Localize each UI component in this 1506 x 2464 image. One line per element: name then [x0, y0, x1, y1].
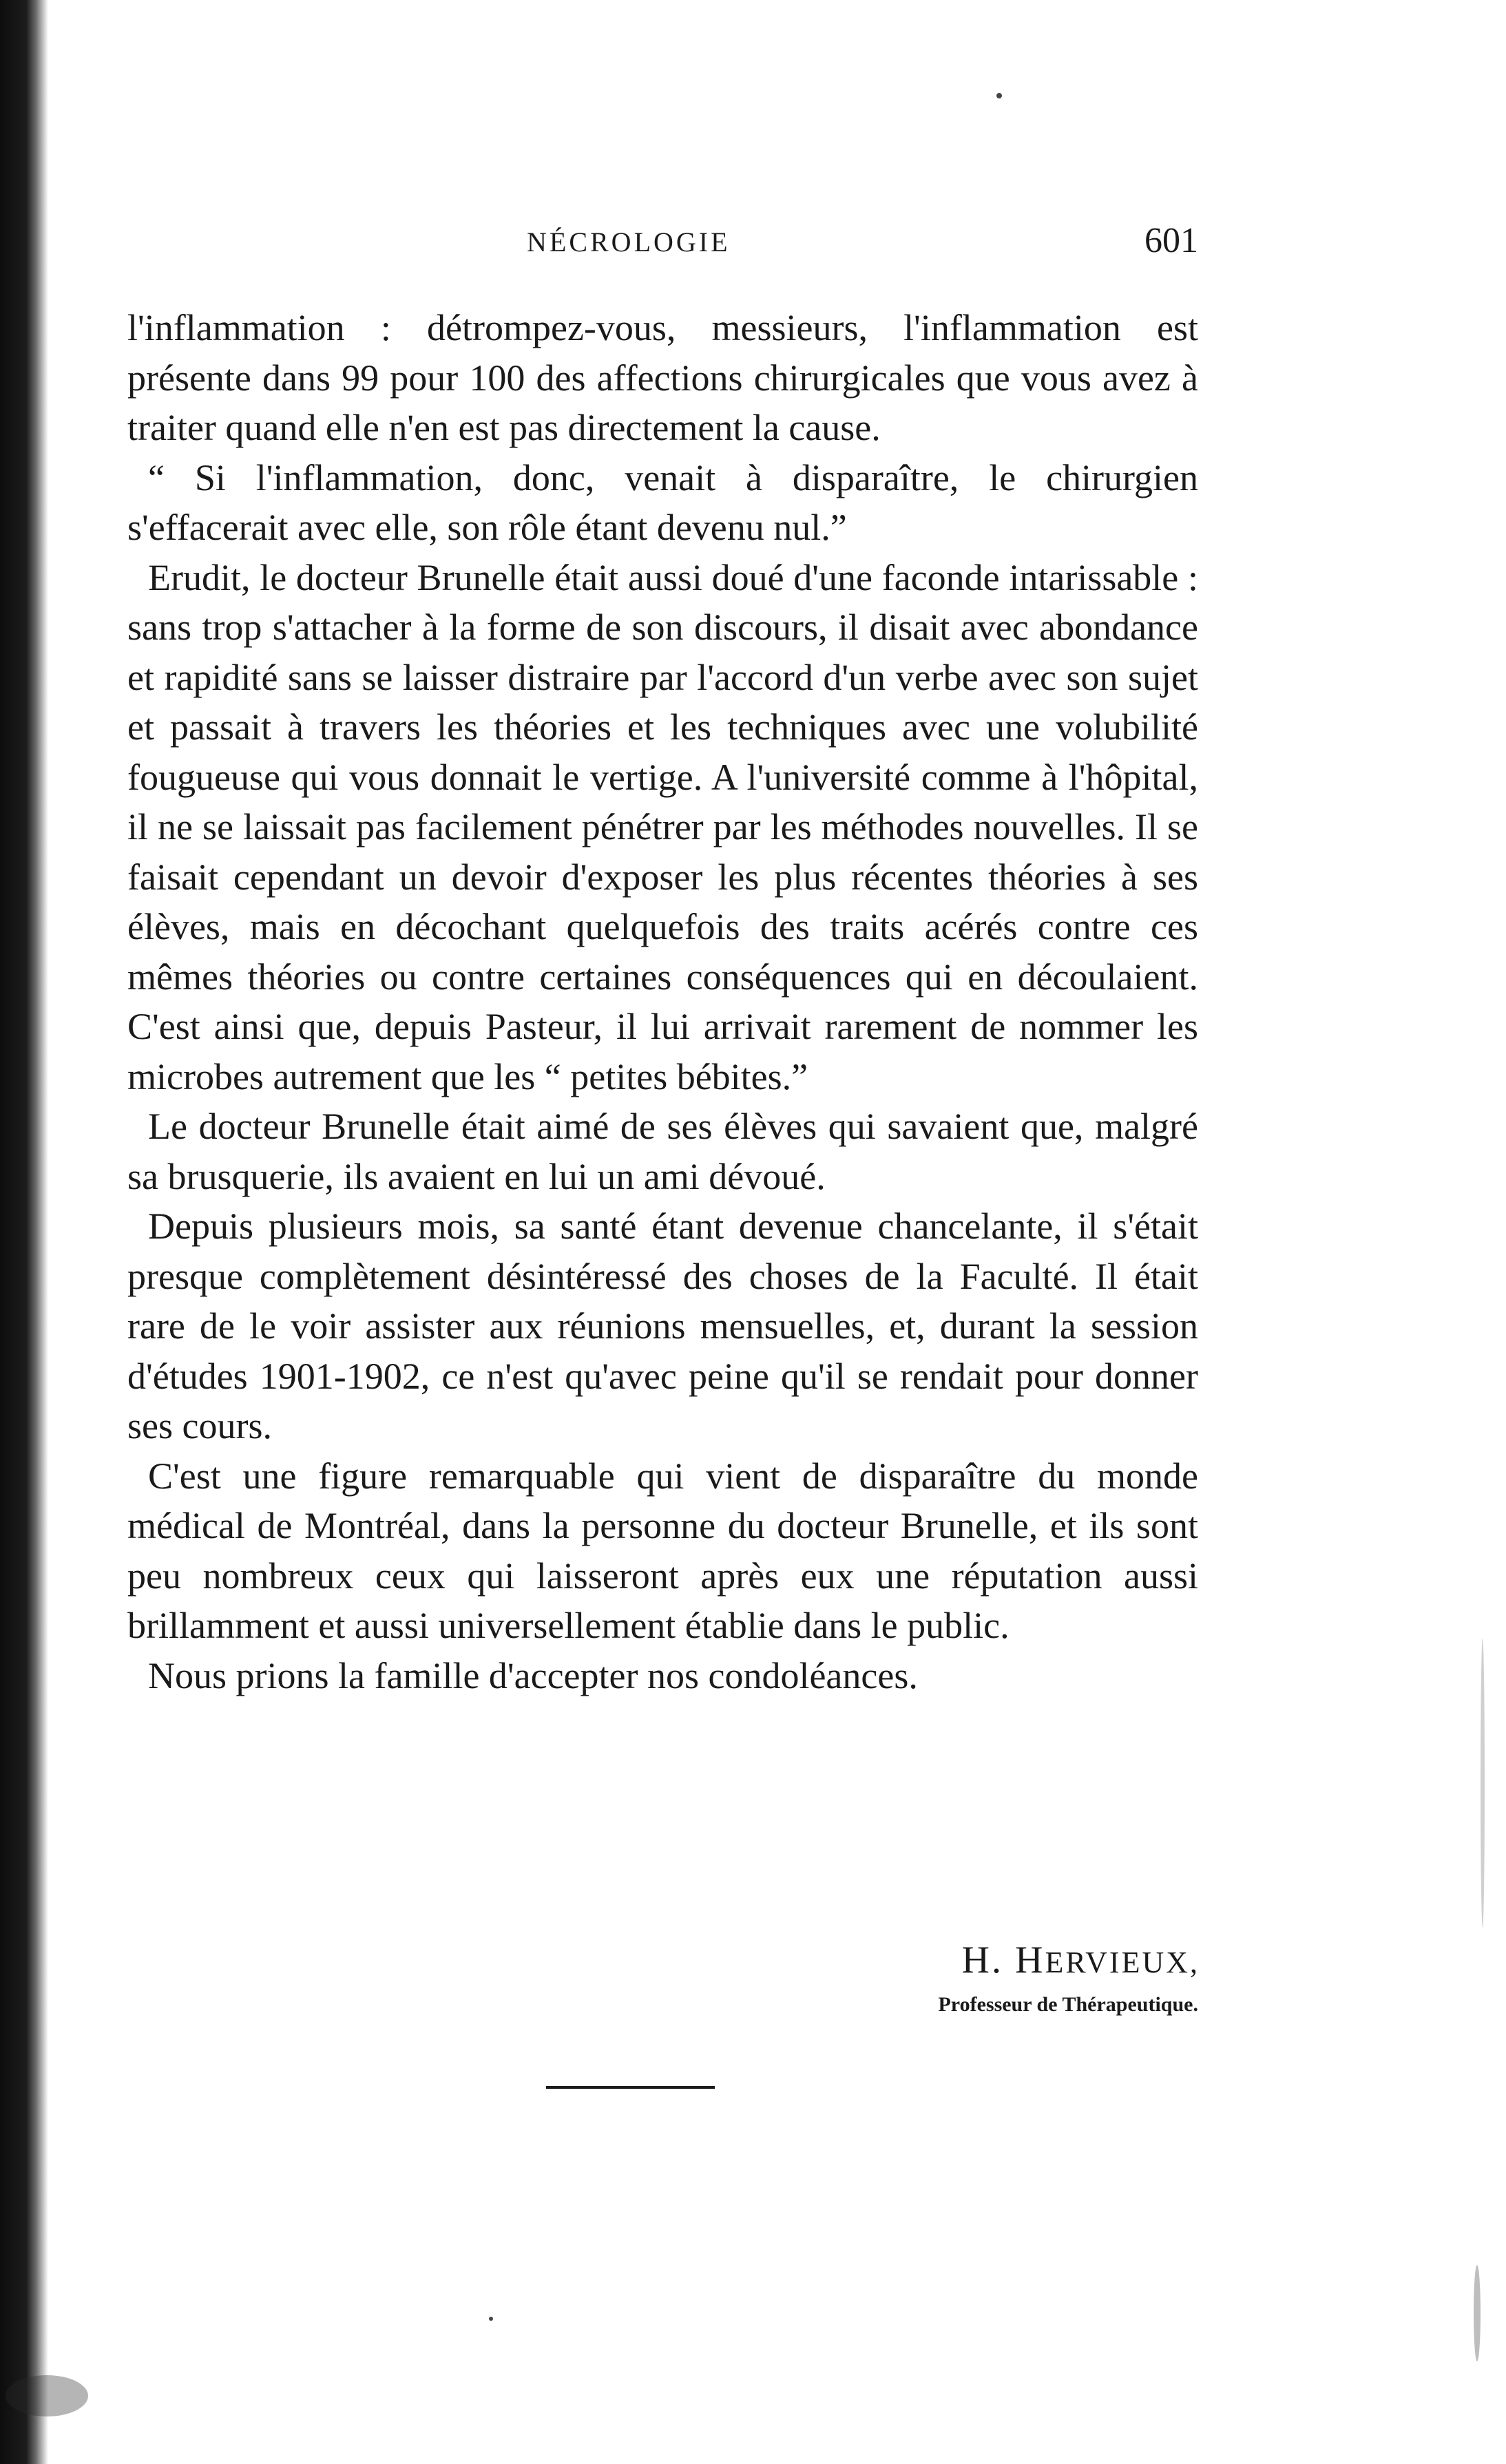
- page-number: 601: [1144, 221, 1198, 260]
- binding-edge: [0, 0, 48, 2464]
- signature-name: [962, 1938, 1200, 1982]
- signature-title: Professeur de Thérapeutique.: [938, 1993, 1198, 2016]
- section-rule: [546, 2086, 715, 2089]
- scan-speck: [1474, 2265, 1481, 2361]
- body-text: [127, 303, 1198, 1700]
- signature-initial: H. H: [961, 1939, 1045, 1981]
- paragraph: l'inflammation : détrompez-vous, messieurs, l'inflammation est présente dans 99 pour 100 des affections chirurgicales que vous avez à traiter quand elle n'en est pas directement la cause.: [127, 307, 1198, 448]
- running-title: NÉCROLOGIE: [527, 227, 731, 257]
- paragraph: Nous prions la famille d'accepter nos condoléances.: [148, 1654, 918, 1696]
- paragraph: C'est une figure remarquable qui vient de disparaître du monde médical de Montréal, dans la personne du docteur Brunelle, et ils sont peu nombreux ceux qui laisseront après eux une réputation aussi brillamment et aussi universellement établie dans le public.: [127, 1455, 1198, 1646]
- scan-speck: [489, 2317, 493, 2321]
- paragraph: Depuis plusieurs mois, sa santé étant devenue chancelante, il s'était presque complètement désintéressé des choses de la Faculté. Il était rare de le voir assister aux réunions mensuelles, et, durant la session d'études 1901-1902, ce n'est qu'avec peine qu'il se rendait pour donner ses cours.: [127, 1205, 1198, 1446]
- scan-speck: [6, 2375, 88, 2416]
- signature-surname: ERVIEUX,: [1045, 1946, 1200, 1979]
- paragraph: Erudit, le docteur Brunelle était aussi doué d'une faconde intarissable : sans trop s'attacher à la forme de son discours, il disait avec abondance et rapidité sans se laisser distraire par l'accord d'un verbe avec son sujet et passait à travers les théories et les techniques avec une volubilité fougueuse qui vous donnait le vertige. A l'université comme à l'hôpital, il ne se laissait pas facilement pénétrer par les méthodes nouvelles. Il se faisait cependant un devoir d'exposer les plus récentes théories à ses élèves, mais en décochant quelquefois des traits acérés contre ces mêmes théories ou contre certaines conséquences qui en découlaient. C'est ainsi que, depuis Pasteur, il lui arrivait rarement de nommer les microbes autrement que les “ petites bébites.”: [127, 556, 1198, 1097]
- page-header: [127, 221, 1198, 267]
- scan-speck: [1481, 1639, 1485, 1928]
- scan-speck: [996, 93, 1002, 98]
- paragraph: Le docteur Brunelle était aimé de ses élèves qui savaient que, malgré sa brusquerie, ils avaient en lui un ami dévoué.: [127, 1106, 1198, 1197]
- paragraph: “ Si l'inflammation, donc, venait à disparaître, le chirurgien s'effacerait avec elle, son rôle étant devenu nul.”: [127, 456, 1198, 548]
